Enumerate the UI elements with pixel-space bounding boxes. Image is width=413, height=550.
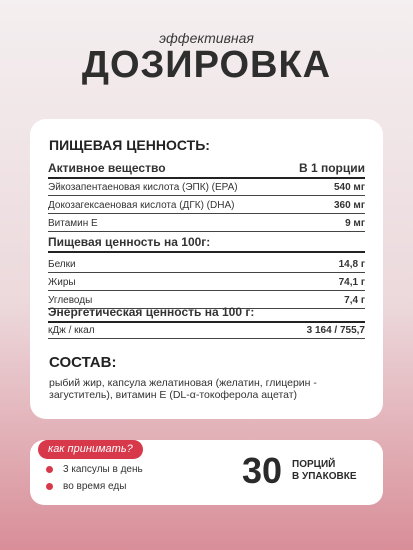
how-item-label: во время еды — [63, 481, 127, 492]
portion-count-line2: В УПАКОВКЕ — [292, 471, 357, 482]
nutrition-card — [30, 119, 383, 419]
table-row — [48, 216, 365, 232]
energy-header-row — [48, 303, 365, 323]
row-name: Жиры — [48, 277, 76, 288]
row-value: 74,1 г — [338, 277, 365, 288]
row-value: 360 мг — [333, 200, 365, 211]
nutrition-title: ПИЩЕВАЯ ЦЕННОСТЬ: — [49, 137, 210, 153]
how-item-label: 3 капсулы в день — [63, 464, 143, 475]
row-name: кДж / ккал — [48, 325, 95, 336]
portion-label: В 1 порции — [298, 161, 365, 175]
per100-header-row — [48, 233, 365, 253]
table-row — [48, 198, 365, 214]
list-item — [46, 481, 126, 492]
row-value: 9 мг — [345, 218, 365, 229]
energy-label: Энергетическая ценность на 100 г: — [48, 305, 255, 319]
bullet-dot-icon — [46, 466, 53, 473]
table-row — [48, 275, 365, 291]
portion-count-line1: ПОРЦИЙ — [292, 459, 336, 470]
row-name: Углеводы — [48, 295, 93, 306]
portion-count-label — [292, 459, 357, 483]
bullet-dot-icon — [46, 483, 53, 490]
table-row — [48, 257, 365, 273]
portion-count: 30 — [242, 450, 283, 491]
row-value: 7,4 г — [344, 295, 365, 306]
page-title: ДОЗИРОВКА — [81, 44, 332, 86]
composition-text: рыбий жир, капсула желатиновая (желатин, глицерин - загуститель), витамин Е (DL-α-токоферола ацетат) — [49, 377, 317, 401]
row-name: Витамин Е — [48, 218, 98, 229]
row-name: Эйкозапентаеновая кислота (ЭПК) (EPA) — [48, 182, 238, 193]
active-label: Активное вещество — [48, 161, 166, 175]
list-item — [46, 464, 143, 475]
how-to-pill: как принимать? — [38, 440, 143, 459]
row-name: Белки — [48, 259, 76, 270]
row-value: 14,8 г — [338, 259, 365, 270]
row-value: 540 мг — [333, 182, 365, 193]
table-row — [48, 180, 365, 196]
subtitle: эффективная — [159, 30, 254, 46]
row-value: 3 164 / 755,7 — [306, 325, 365, 336]
row-name: Докозагексаеновая кислота (ДГК) (DHA) — [48, 200, 235, 211]
per100-label: Пищевая ценность на 100г: — [48, 235, 211, 249]
table-row — [48, 323, 365, 339]
composition-title: СОСТАВ: — [49, 354, 117, 371]
active-header-row — [48, 159, 365, 179]
